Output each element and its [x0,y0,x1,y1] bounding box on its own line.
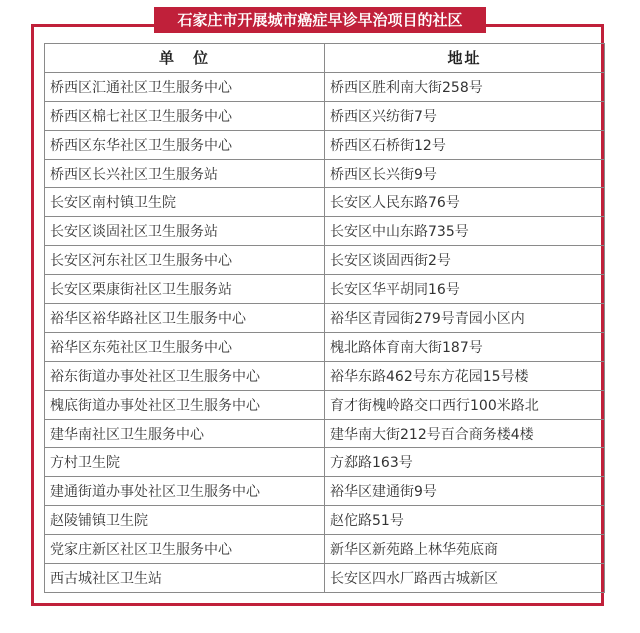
column-header-unit: 单 位 [45,44,325,73]
table-row [45,130,605,159]
address-cell: 裕华东路462号东方花园15号楼 [325,361,605,390]
unit-cell: 建华南社区卫生服务中心 [45,419,325,448]
table-row [45,217,605,246]
address-cell: 裕华区青园街279号青园小区内 [325,304,605,333]
table-row [45,390,605,419]
address-cell: 长安区中山东路735号 [325,217,605,246]
address-cell: 育才街槐岭路交口西行100米路北 [325,390,605,419]
unit-cell: 建通街道办事处社区卫生服务中心 [45,477,325,506]
address-cell: 建华南大街212号百合商务楼4楼 [325,419,605,448]
address-cell: 长安区谈固西街2号 [325,246,605,275]
unit-cell: 桥西区东华社区卫生服务中心 [45,130,325,159]
table-row [45,419,605,448]
unit-cell: 长安区南村镇卫生院 [45,188,325,217]
unit-cell: 西古城社区卫生站 [45,564,325,593]
unit-cell: 长安区河东社区卫生服务中心 [45,246,325,275]
table-row [45,506,605,535]
address-cell: 方郄路163号 [325,448,605,477]
table-row [45,159,605,188]
address-cell: 长安区四水厂路西古城新区 [325,564,605,593]
address-cell: 桥西区石桥街12号 [325,130,605,159]
address-cell: 长安区华平胡同16号 [325,275,605,304]
table-row [45,275,605,304]
address-cell: 新华区新苑路上林华苑底商 [325,535,605,564]
page-title: 石家庄市开展城市癌症早诊早治项目的社区 [154,7,486,33]
address-cell: 桥西区胜利南大街258号 [325,72,605,101]
table-row [45,246,605,275]
table-row [45,72,605,101]
unit-cell: 长安区栗康街社区卫生服务站 [45,275,325,304]
unit-cell: 裕华区裕华路社区卫生服务中心 [45,304,325,333]
unit-cell: 槐底街道办事处社区卫生服务中心 [45,390,325,419]
unit-cell: 裕东街道办事处社区卫生服务中心 [45,361,325,390]
table-row [45,564,605,593]
unit-cell: 桥西区汇通社区卫生服务中心 [45,72,325,101]
table-row [45,477,605,506]
address-cell: 赵佗路51号 [325,506,605,535]
unit-cell: 桥西区长兴社区卫生服务站 [45,159,325,188]
address-cell: 桥西区长兴街9号 [325,159,605,188]
unit-cell: 裕华区东苑社区卫生服务中心 [45,332,325,361]
table-row [45,101,605,130]
unit-cell: 赵陵铺镇卫生院 [45,506,325,535]
address-cell: 裕华区建通街9号 [325,477,605,506]
address-cell: 桥西区兴纺街7号 [325,101,605,130]
unit-cell: 桥西区棉七社区卫生服务中心 [45,101,325,130]
unit-cell: 长安区谈固社区卫生服务站 [45,217,325,246]
table-row [45,535,605,564]
unit-cell: 方村卫生院 [45,448,325,477]
table-row [45,304,605,333]
table-row [45,188,605,217]
community-table [44,43,605,593]
address-cell: 长安区人民东路76号 [325,188,605,217]
column-header-address: 地址 [325,44,605,73]
table-row [45,361,605,390]
table-body [45,72,605,592]
address-cell: 槐北路体育南大街187号 [325,332,605,361]
table-row [45,448,605,477]
table-row [45,332,605,361]
unit-cell: 党家庄新区社区卫生服务中心 [45,535,325,564]
table-header-row [45,44,605,73]
